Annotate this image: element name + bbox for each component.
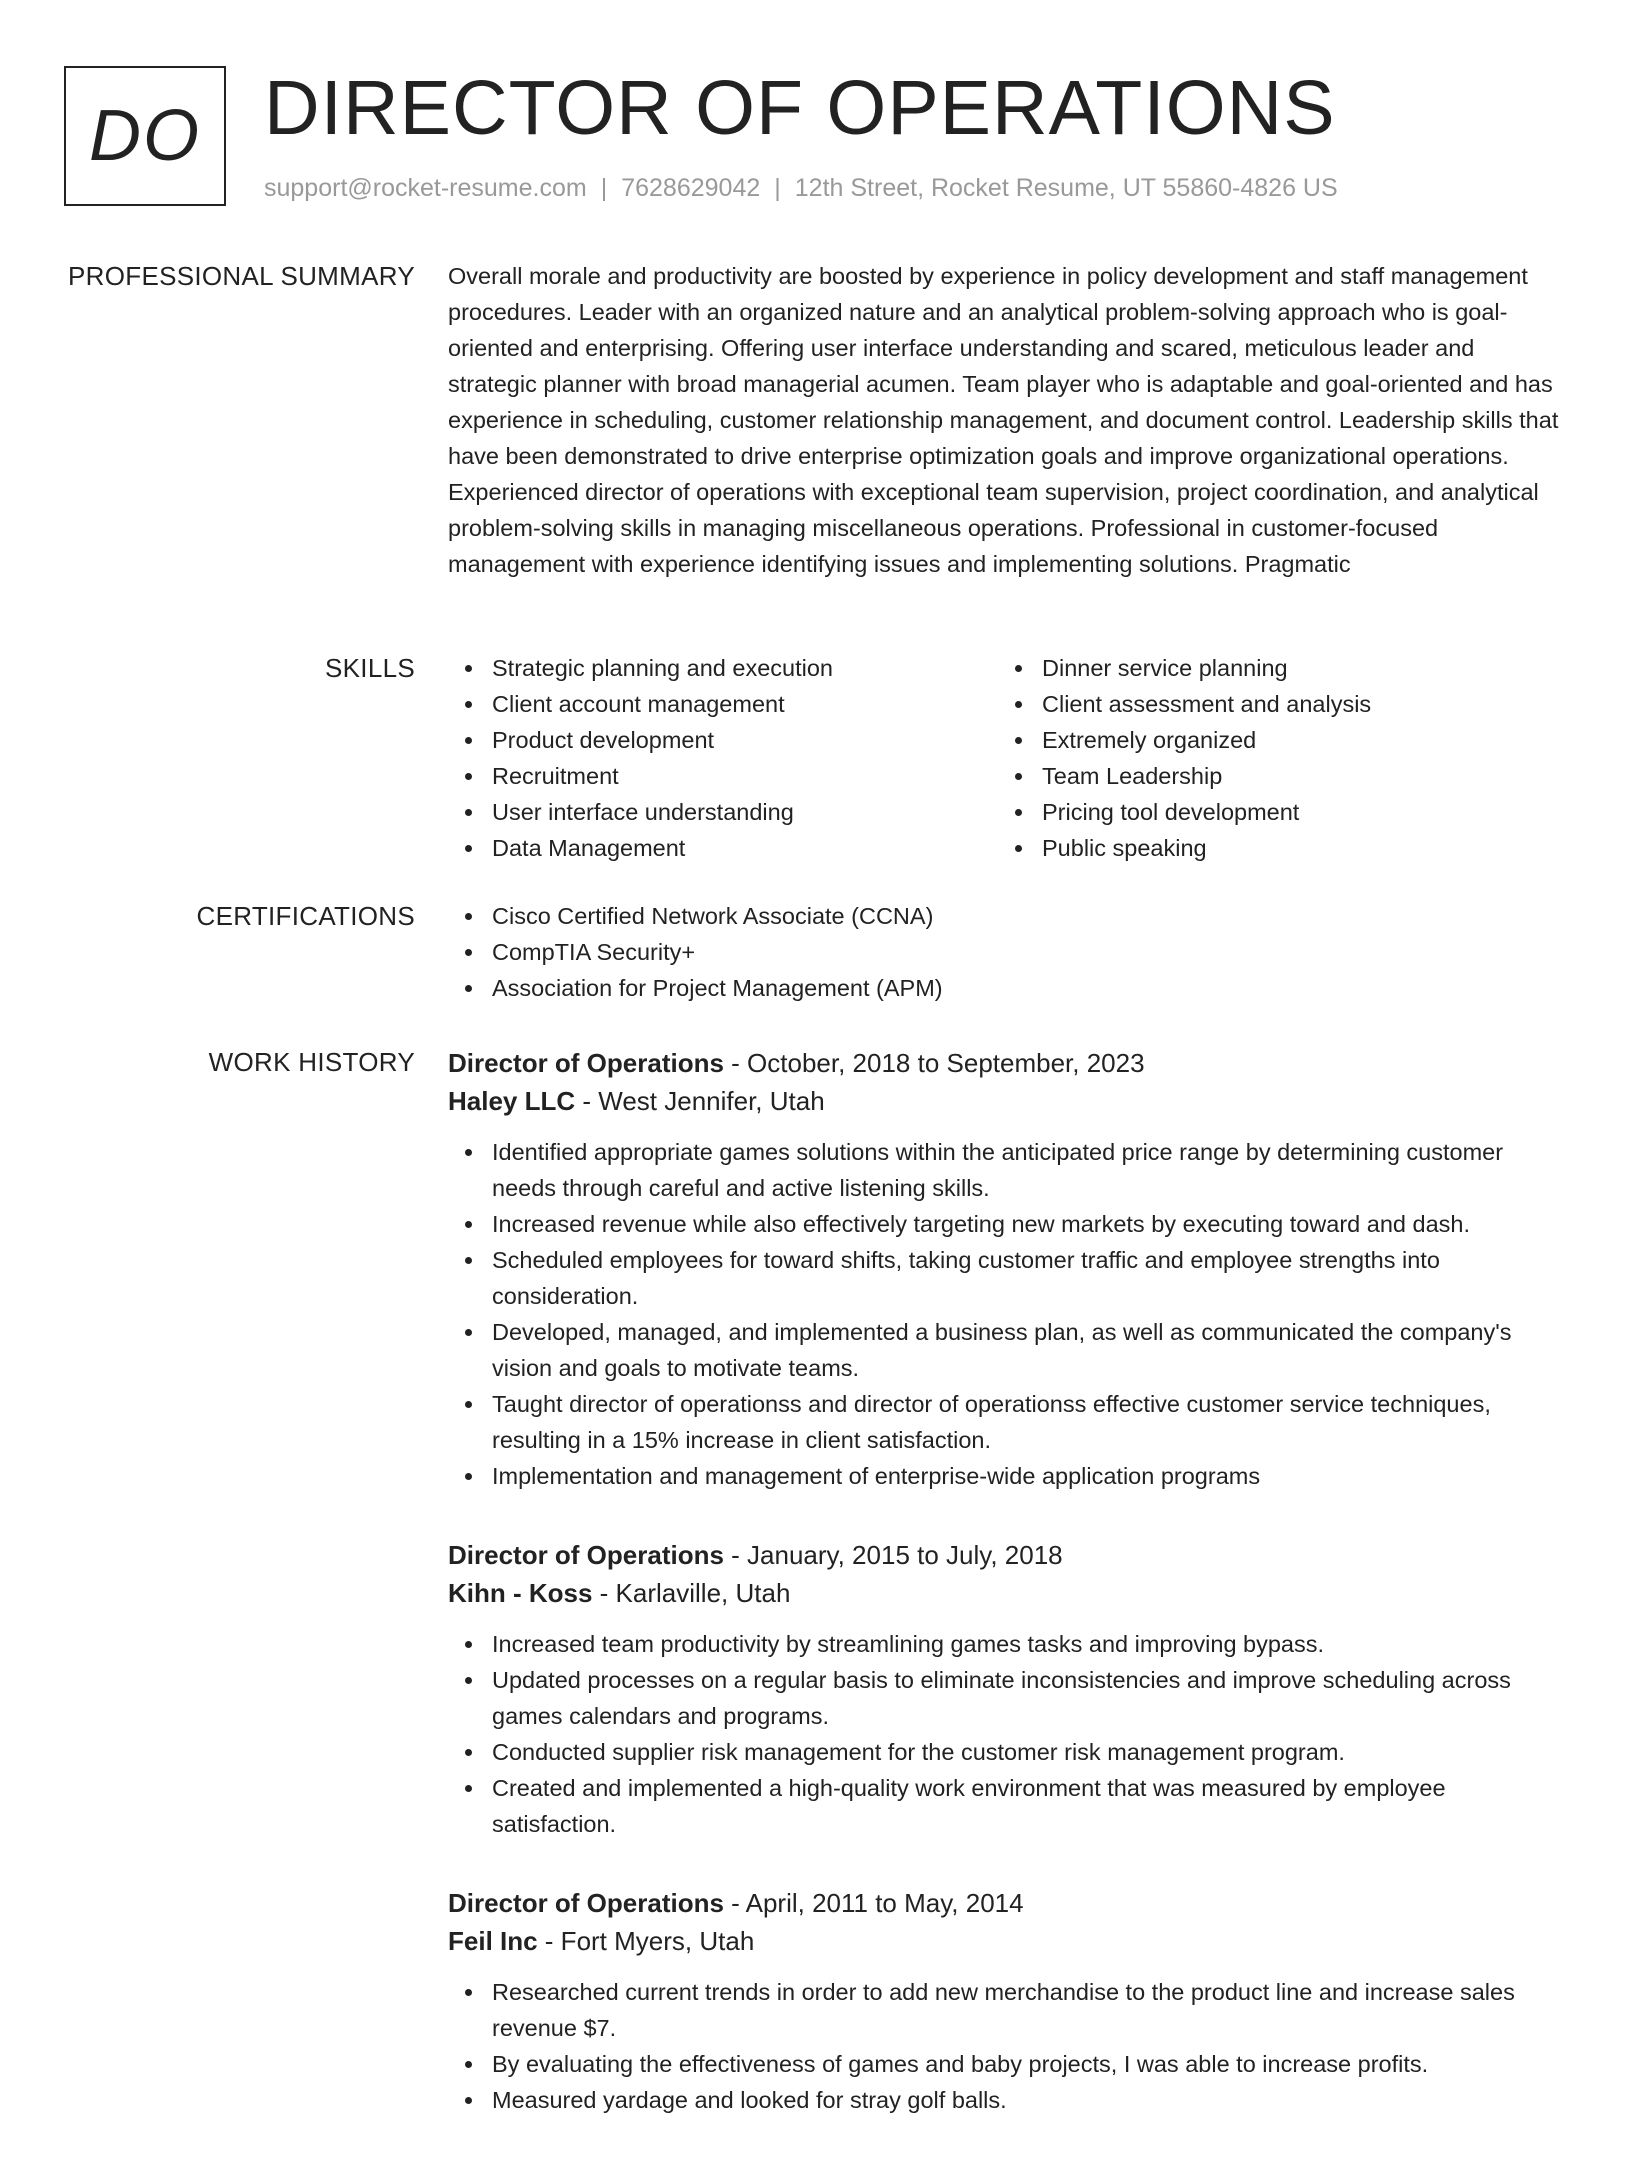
contact-address: 12th Street, Rocket Resume, UT 55860-4826 US [794, 174, 1338, 202]
summary-text: Overall morale and productivity are boosted by experience in policy development and staff management procedures. Leader with an organized nature and an analytical problem-solving approach who is goal-oriented and enterprising. Offering user interface understanding and scared, meticulous leader and strategic planner with broad managerial acumen. Team player who is adaptable and goal-oriented and has experience in scheduling, customer relationship management, and document control. Leadership skills that have been demonstrated to drive enterprise optimization goals and improve organizational operations. Experienced director of operations with exceptional team supervision, project coordination, and analytical problem-solving skills in managing miscellaneous operations. Professional in customer-focused management with experience identifying issues and implementing solutions. Pragmatic [448, 263, 1559, 577]
skill-item: Product development [448, 722, 998, 758]
job-bullet: Conducted supplier risk management for the customer risk management program. [448, 1734, 1568, 1770]
job-dates: - April, 2011 to May, 2014 [723, 1888, 1024, 1918]
job-location: - West Jennifer, Utah [575, 1086, 825, 1116]
job-title: Director of Operations [448, 1048, 724, 1078]
job-bullet: Researched current trends in order to add new merchandise to the product line and increase sales revenue $7. [448, 1974, 1568, 2046]
job-bullets [448, 1626, 1568, 1842]
skill-item: Extremely organized [998, 722, 1548, 758]
skill-item: Recruitment [448, 758, 998, 794]
certification-item: Association for Project Management (APM) [448, 970, 1568, 1006]
job-entry [448, 1536, 1568, 1842]
monogram-logo: DO [64, 66, 226, 206]
job-bullet: Increased team productivity by streamlining games tasks and improving bypass. [448, 1626, 1568, 1662]
resume-header [64, 66, 1568, 216]
contact-separator: | [774, 174, 781, 202]
section-label-work-history: WORK HISTORY [208, 1047, 415, 1077]
job-dates: - October, 2018 to September, 2023 [723, 1048, 1145, 1078]
job-bullets [448, 1974, 1568, 2118]
job-bullet: Created and implemented a high-quality work environment that was measured by employee satisfaction. [448, 1770, 1568, 1842]
skill-item: Pricing tool development [998, 794, 1548, 830]
job-title-line [448, 1884, 1568, 1922]
job-bullet: Updated processes on a regular basis to eliminate inconsistencies and improve scheduling across games calendars and programs. [448, 1662, 1568, 1734]
contact-phone[interactable]: 7628629042 [621, 174, 761, 202]
job-bullet: Measured yardage and looked for stray golf balls. [448, 2082, 1568, 2118]
certifications-list [448, 898, 1568, 1006]
job-entry [448, 1884, 1568, 2118]
job-dates: - January, 2015 to July, 2018 [723, 1540, 1063, 1570]
job-title-line [448, 1044, 1568, 1082]
certifications-body [448, 898, 1568, 1006]
skills-list-left [448, 650, 998, 866]
skill-item: Public speaking [998, 830, 1548, 866]
job-company-line [448, 1082, 1568, 1120]
work-history-body [448, 1044, 1568, 2160]
job-company: Haley LLC [448, 1086, 576, 1116]
job-bullet: Increased revenue while also effectively targeting new markets by executing toward and dash. [448, 1206, 1568, 1242]
skill-item: Client assessment and analysis [998, 686, 1548, 722]
section-label-summary: PROFESSIONAL SUMMARY [68, 261, 415, 291]
job-bullet: Scheduled employees for toward shifts, taking customer traffic and employee strengths into consideration. [448, 1242, 1568, 1314]
summary-body [448, 258, 1568, 582]
job-location: - Karlaville, Utah [592, 1578, 791, 1608]
certification-item: Cisco Certified Network Associate (CCNA) [448, 898, 1568, 934]
contact-line [264, 174, 1338, 203]
job-bullet: Developed, managed, and implemented a business plan, as well as communicated the company's vision and goals to motivate teams. [448, 1314, 1568, 1386]
skills-list-right [998, 650, 1548, 866]
job-title: Director of Operations [448, 1540, 724, 1570]
contact-email[interactable]: support@rocket-resume.com [264, 174, 587, 202]
job-title-line [448, 1536, 1568, 1574]
resume-title: DIRECTOR OF OPERATIONS [264, 65, 1336, 151]
skill-item: Strategic planning and execution [448, 650, 998, 686]
skill-item: Client account management [448, 686, 998, 722]
skill-item: Data Management [448, 830, 998, 866]
job-location: - Fort Myers, Utah [537, 1926, 755, 1956]
certification-item: CompTIA Security+ [448, 934, 1568, 970]
section-label-certifications: CERTIFICATIONS [196, 901, 415, 931]
section-label-skills: SKILLS [325, 653, 415, 683]
job-entry [448, 1044, 1568, 1494]
skill-item: Team Leadership [998, 758, 1548, 794]
job-bullet: Taught director of operationss and director of operationss effective customer service techniques, resulting in a 15% increase in client satisfaction. [448, 1386, 1568, 1458]
job-title: Director of Operations [448, 1888, 724, 1918]
skill-item: Dinner service planning [998, 650, 1548, 686]
job-company: Feil Inc [448, 1926, 538, 1956]
job-bullet: Identified appropriate games solutions within the anticipated price range by determining customer needs through careful and active listening skills. [448, 1134, 1568, 1206]
job-company: Kihn - Koss [448, 1578, 593, 1608]
job-bullet: Implementation and management of enterprise-wide application programs [448, 1458, 1568, 1494]
skill-item: User interface understanding [448, 794, 998, 830]
job-bullets [448, 1134, 1568, 1494]
contact-separator: | [600, 174, 608, 202]
job-company-line [448, 1922, 1568, 1960]
skills-body [448, 650, 1568, 866]
job-company-line [448, 1574, 1568, 1612]
job-bullet: By evaluating the effectiveness of games and baby projects, I was able to increase profits. [448, 2046, 1568, 2082]
